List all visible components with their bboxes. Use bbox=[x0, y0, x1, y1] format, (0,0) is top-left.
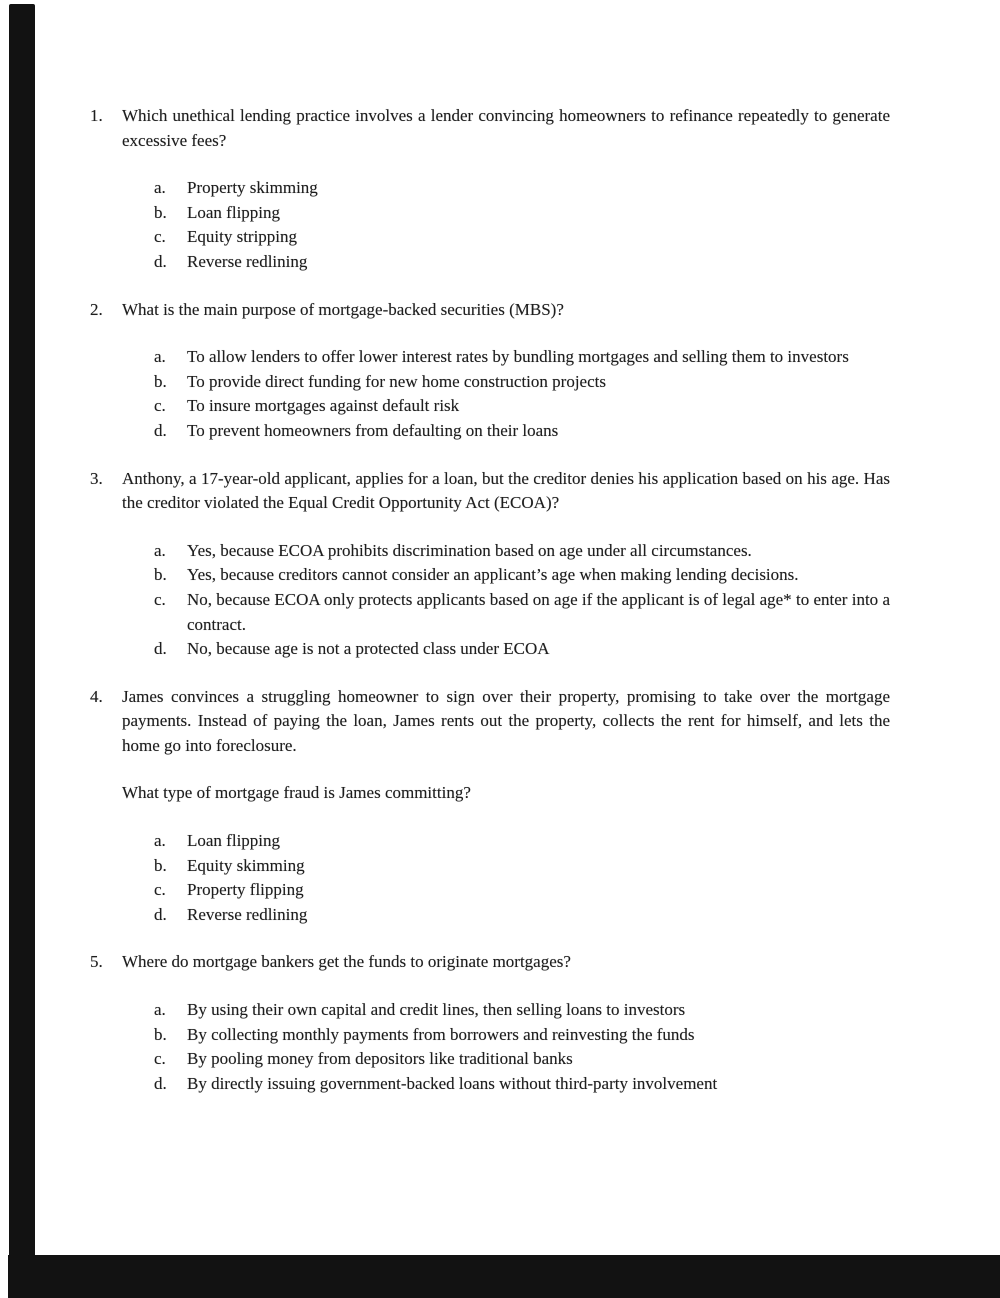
option-letter: b. bbox=[154, 565, 167, 585]
option-text: Property skimming bbox=[187, 178, 318, 198]
question-item bbox=[90, 467, 890, 662]
scan-edge-bottom bbox=[8, 1255, 1000, 1298]
option-item bbox=[154, 419, 890, 444]
option-item bbox=[154, 345, 890, 370]
question-row bbox=[90, 104, 890, 153]
question-row bbox=[90, 467, 890, 516]
option-letter: b. bbox=[154, 1024, 167, 1044]
option-letter: a. bbox=[154, 347, 166, 367]
question-number: 2. bbox=[90, 299, 103, 319]
option-letter: c. bbox=[154, 396, 166, 416]
option-text: By directly issuing government-backed loans without third-party involvement bbox=[187, 1073, 718, 1093]
option-text: Loan flipping bbox=[187, 831, 281, 851]
option-text: No, because age is not a protected class under ECOA bbox=[187, 639, 550, 659]
options-list bbox=[90, 829, 890, 927]
option-text: Equity stripping bbox=[187, 227, 298, 247]
question-item bbox=[90, 104, 890, 275]
option-letter: d. bbox=[154, 251, 167, 271]
option-item bbox=[154, 250, 890, 275]
option-letter: a. bbox=[154, 831, 166, 851]
option-item bbox=[154, 201, 890, 226]
option-letter: b. bbox=[154, 371, 167, 391]
option-letter: c. bbox=[154, 589, 166, 609]
option-item bbox=[154, 563, 890, 588]
option-text: To insure mortgages against default risk bbox=[187, 396, 460, 416]
option-text: To allow lenders to offer lower interest rates by bundling mortgages and selling them to investors bbox=[187, 347, 849, 367]
options-list bbox=[90, 176, 890, 274]
option-item bbox=[154, 1047, 890, 1072]
question-text: What is the main purpose of mortgage-backed securities (MBS)? bbox=[122, 299, 564, 319]
options-list bbox=[90, 539, 890, 662]
option-text: Property flipping bbox=[187, 880, 304, 900]
option-letter: c. bbox=[154, 880, 166, 900]
option-text: To provide direct funding for new home construction projects bbox=[187, 371, 606, 391]
option-text: Yes, because creditors cannot consider an applicant’s age when making lending decisions. bbox=[187, 565, 799, 585]
option-letter: c. bbox=[154, 227, 166, 247]
option-letter: d. bbox=[154, 420, 167, 440]
question-number: 1. bbox=[90, 106, 103, 125]
question-number: 5. bbox=[90, 952, 103, 972]
option-letter: b. bbox=[154, 855, 167, 875]
option-item bbox=[154, 854, 890, 879]
question-number: 4. bbox=[90, 686, 103, 706]
question-row bbox=[90, 685, 890, 759]
option-text: No, because ECOA only protects applicants based on age if the applicant is of legal age* to enter into a contract. bbox=[187, 589, 890, 634]
options-list bbox=[90, 345, 890, 443]
option-item bbox=[154, 829, 890, 854]
option-item bbox=[154, 903, 890, 928]
option-item bbox=[154, 878, 890, 903]
option-letter: a. bbox=[154, 540, 166, 560]
option-letter: d. bbox=[154, 639, 167, 659]
question-text: Anthony, a 17-year-old applicant, applies for a loan, but the creditor denies his application based on his age. Has the creditor violated the Equal Credit Opportunity Act (ECOA)? bbox=[122, 468, 890, 513]
option-item bbox=[154, 998, 890, 1023]
option-item bbox=[154, 176, 890, 201]
options-list bbox=[90, 998, 890, 1096]
option-text: Equity skimming bbox=[187, 855, 305, 875]
option-item bbox=[154, 1023, 890, 1048]
option-text: Reverse redlining bbox=[187, 251, 308, 271]
question-item bbox=[90, 950, 890, 1096]
option-item bbox=[154, 1072, 890, 1097]
question-text: James convinces a struggling homeowner to sign over their property, promising to take over the mortgage payments. Instead of paying the loan, James rents out the property, collects the rent for himself, and lets the home go into foreclosure. bbox=[122, 686, 890, 755]
question-row bbox=[90, 950, 890, 975]
option-item bbox=[154, 394, 890, 419]
question-number: 3. bbox=[90, 468, 103, 488]
option-letter: d. bbox=[154, 904, 167, 924]
question-item bbox=[90, 685, 890, 928]
option-text: By collecting monthly payments from borrowers and reinvesting the funds bbox=[187, 1024, 695, 1044]
option-letter: b. bbox=[154, 202, 167, 222]
option-text: To prevent homeowners from defaulting on their loans bbox=[187, 420, 559, 440]
option-letter: a. bbox=[154, 1000, 166, 1020]
option-item bbox=[154, 370, 890, 395]
option-letter: d. bbox=[154, 1073, 167, 1093]
option-text: Reverse redlining bbox=[187, 904, 308, 924]
option-text: Yes, because ECOA prohibits discrimination based on age under all circumstances. bbox=[187, 540, 752, 560]
option-item bbox=[154, 225, 890, 250]
option-text: By using their own capital and credit lines, then selling loans to investors bbox=[187, 1000, 686, 1020]
question-text: Which unethical lending practice involves a lender convincing homeowners to refinance repeatedly to generate excessive fees? bbox=[122, 106, 890, 150]
option-letter: a. bbox=[154, 178, 166, 198]
option-item bbox=[154, 637, 890, 662]
option-text: Loan flipping bbox=[187, 202, 281, 222]
option-item bbox=[154, 539, 890, 564]
option-item bbox=[154, 588, 890, 637]
option-letter: c. bbox=[154, 1049, 166, 1069]
question-text: Where do mortgage bankers get the funds to originate mortgages? bbox=[122, 952, 571, 972]
question-item bbox=[90, 298, 890, 444]
option-text: By pooling money from depositors like traditional banks bbox=[187, 1049, 573, 1069]
question-followup-text: What type of mortgage fraud is James committing? bbox=[122, 783, 471, 803]
question-row bbox=[90, 298, 890, 323]
